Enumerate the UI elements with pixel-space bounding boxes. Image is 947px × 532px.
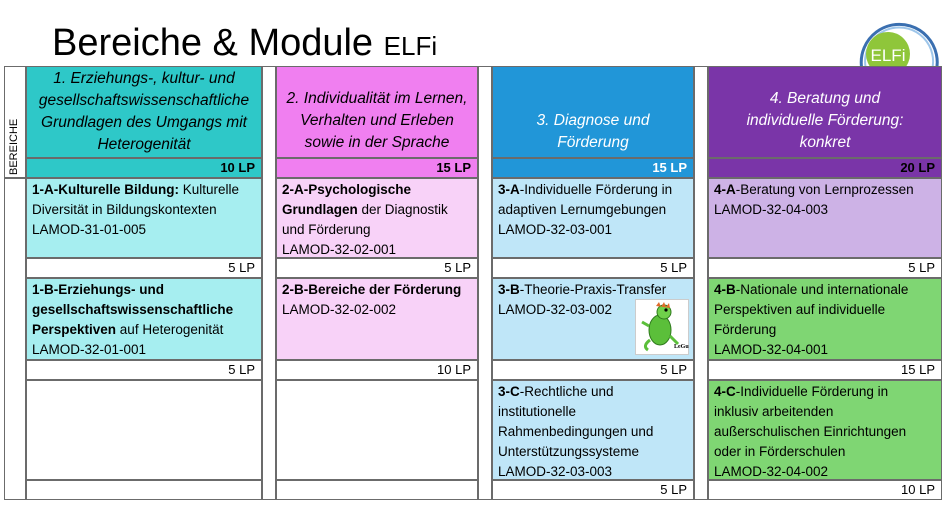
column-gap-1	[262, 66, 276, 500]
module-4b-title: 4-B	[714, 282, 736, 297]
area2-line2: Verhalten und Erleben	[300, 112, 454, 129]
area-header-1	[26, 66, 262, 158]
module-4c-title: 4-C	[714, 384, 736, 399]
module-3c-title: 3-C	[498, 384, 520, 399]
area-header-2	[276, 66, 478, 158]
legu-caption: LeGu	[674, 344, 689, 350]
title-main: Bereiche & Module	[52, 22, 374, 64]
area3-lp: 15 LP	[492, 158, 694, 178]
page-title	[52, 22, 437, 65]
module-4c-lp: 10 LP	[708, 480, 942, 500]
empty-cell-2c	[276, 380, 478, 480]
empty-cell-1c	[26, 380, 262, 480]
module-4a-text: -Beratung von Lernprozessen	[735, 182, 914, 197]
module-2a-text: der Diagnostik und Förderung	[282, 202, 448, 237]
module-4a-lp: 5 LP	[708, 258, 942, 278]
module-4c-text: -Individuelle Förderung in inklusiv arbeitenden außerschulischen Einrichtungen oder in Förderschulen	[714, 384, 907, 459]
area2-line3: sowie in der Sprache	[304, 134, 450, 151]
module-2b-title: 2-B-Bereiche der Förderung	[282, 282, 462, 297]
area2-lp: 15 LP	[276, 158, 478, 178]
empty-lp-1c	[26, 480, 262, 500]
module-2a	[276, 178, 478, 258]
module-1b-lp: 5 LP	[26, 360, 262, 380]
module-3a-title: 3-A	[498, 182, 520, 197]
area1-lp: 10 LP	[26, 158, 262, 178]
row-label-column	[4, 178, 26, 500]
vertical-label-text: BEREICHE	[8, 118, 20, 175]
module-1b-title: 1-B-Erziehungs- und gesellschaftswissenschaftliche Perspektiven	[32, 282, 234, 337]
column-gap-3	[694, 66, 708, 500]
area4-line1: 4. Beratung und	[769, 90, 881, 107]
module-4c	[708, 380, 942, 480]
column-gap-2	[478, 66, 492, 500]
module-3c	[492, 380, 694, 480]
module-4a	[708, 178, 942, 258]
area1-line1: 1. Erziehungs-, kultur- und	[53, 70, 235, 87]
module-3c-code: LAMOD-32-03-003	[498, 464, 613, 479]
area4-line2: individuelle Förderung:	[746, 112, 904, 129]
area3-line1: 3. Diagnose und	[536, 112, 650, 129]
area1-line4: Heterogenität	[97, 136, 191, 153]
module-3a-code: LAMOD-32-03-001	[498, 222, 613, 237]
area1-line2: gesellschaftswissenschaftliche	[38, 92, 250, 109]
area4-lp: 20 LP	[708, 158, 942, 178]
module-1b	[26, 278, 262, 360]
module-4c-code: LAMOD-32-04-002	[714, 464, 829, 479]
module-2b-code: LAMOD-32-02-002	[282, 302, 397, 317]
area-header-3	[492, 66, 694, 158]
module-4b-lp: 15 LP	[708, 360, 942, 380]
module-2a-lp: 5 LP	[276, 258, 478, 278]
module-1a-code: LAMOD-31-01-005	[32, 222, 147, 237]
area2-line1: 2. Individualität im Lernen,	[286, 90, 468, 107]
legu-lizard-image	[635, 299, 689, 355]
module-2a-code: LAMOD-32-02-001	[282, 242, 397, 257]
module-3c-text: -Rechtliche und institutionelle Rahmenbedingungen und Unterstützungssysteme	[498, 384, 654, 459]
module-3b-text: -Theorie-Praxis-Transfer	[519, 282, 667, 297]
area3-line2: Förderung	[557, 134, 629, 151]
module-1b-code: LAMOD-32-01-001	[32, 342, 147, 357]
module-4a-title: 4-A	[714, 182, 736, 197]
title-suffix: ELFi	[383, 31, 438, 61]
area4-line3: konkret	[799, 134, 851, 151]
areas-vertical-label	[4, 66, 26, 178]
module-1a-text: Kulturelle Diversität in Bildungskontexten	[32, 182, 240, 217]
module-4b-text: -Nationale und internationale Perspektiven auf individuelle Förderung	[714, 282, 909, 337]
module-3b-title: 3-B	[498, 282, 520, 297]
area-header-4	[708, 66, 942, 158]
empty-lp-2c	[276, 480, 478, 500]
module-3a-lp: 5 LP	[492, 258, 694, 278]
lizard-icon	[636, 300, 689, 352]
module-1a-lp: 5 LP	[26, 258, 262, 278]
module-3b-lp: 5 LP	[492, 360, 694, 380]
module-2b-lp: 10 LP	[276, 360, 478, 380]
module-2b	[276, 278, 478, 360]
module-3a-text: -Individuelle Förderung in adaptiven Lernumgebungen	[498, 182, 673, 217]
module-3b-code: LAMOD-32-03-002	[498, 302, 613, 317]
module-1b-text: auf Heterogenität	[116, 322, 224, 337]
module-4a-code: LAMOD-32-04-003	[714, 202, 829, 217]
module-4b	[708, 278, 942, 360]
module-4b-code: LAMOD-32-04-001	[714, 342, 829, 357]
module-3a	[492, 178, 694, 258]
logo-text: ELFi	[870, 46, 906, 65]
module-3c-lp: 5 LP	[492, 480, 694, 500]
module-3b	[492, 278, 694, 360]
module-1a	[26, 178, 262, 258]
module-1a-title: 1-A-Kulturelle Bildung:	[32, 182, 179, 197]
module-2a-title: 2-A-Psychologische Grundlagen	[282, 182, 412, 217]
area1-line3: Grundlagen des Umgangs mit	[41, 114, 247, 131]
